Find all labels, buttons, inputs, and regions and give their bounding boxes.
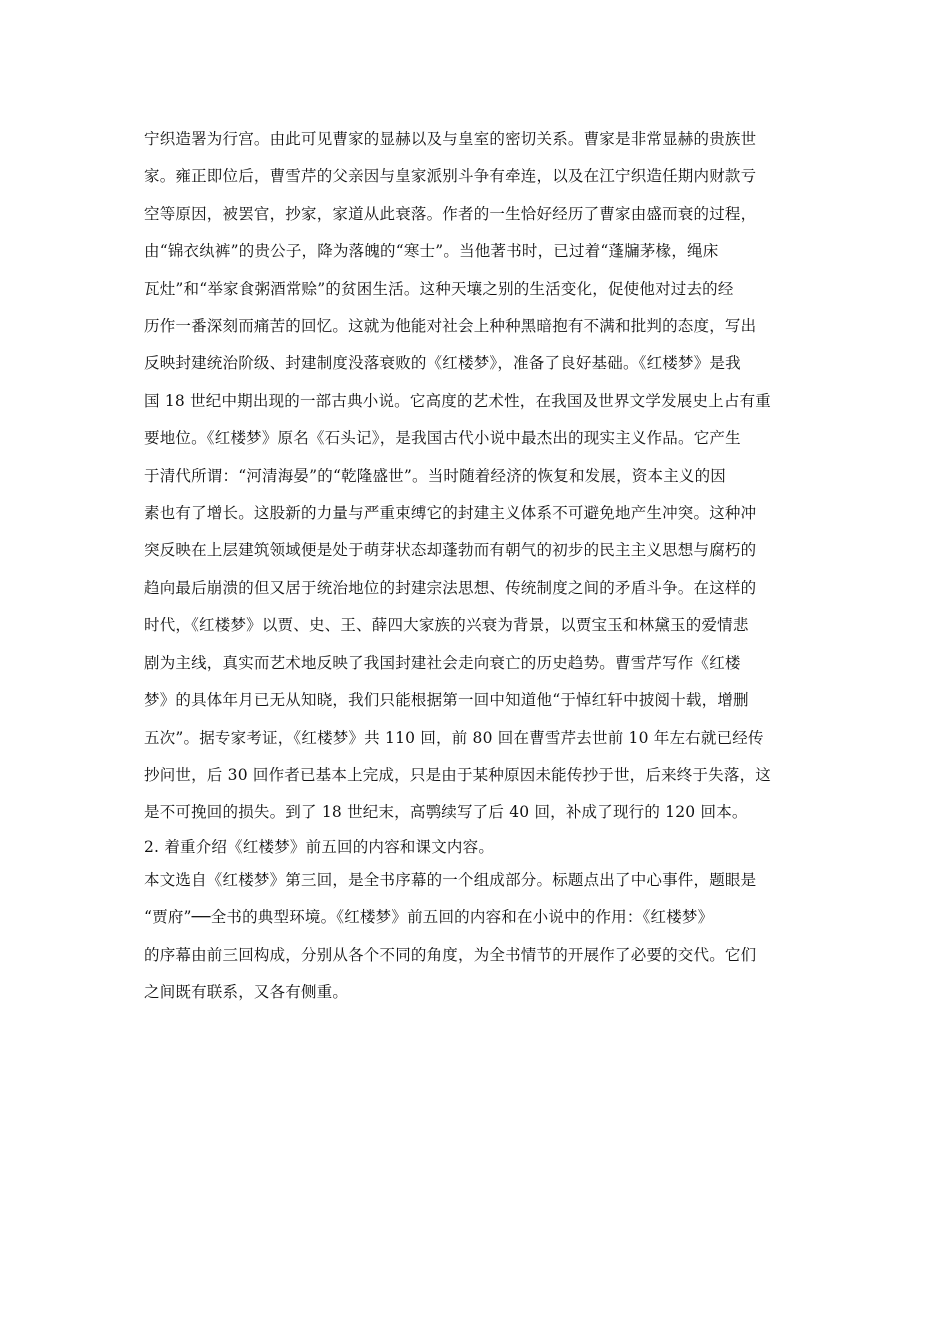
text-line: “贾府”──全书的典型环境。《红楼梦》前五回的内容和在小说中的作用：《红楼梦》	[144, 908, 714, 927]
text-line: 剧为主线，真实而艺术地反映了我国封建社会走向衰亡的历史趋势。曹雪芹写作《红楼	[144, 653, 741, 672]
document-body	[144, 121, 808, 1011]
text-line: 之间既有联系，又各有侧重。	[144, 982, 349, 1001]
section-heading	[144, 832, 808, 862]
text-line: 突反映在上层建筑领域便是处于萌芽状态却蓬勃而有朝气的初步的民主主义思想与腐朽的	[144, 541, 757, 560]
paragraph-author-background	[144, 121, 808, 832]
text-line: 宁织造署为行宫。由此可见曹家的显赫以及与皇室的密切关系。曹家是非常显赫的贵族世	[144, 130, 757, 148]
text-line: 历作一番深刻而痛苦的回忆。这就为他能对社会上种种黑暗抱有不满和批判的态度，写出	[144, 317, 757, 336]
text-line: 家。雍正即位后，曹雪芹的父亲因与皇家派别斗争有牵连，以及在江宁织造任期内财款亏	[144, 167, 757, 186]
text-line: 梦》的具体年月已无从知晓，我们只能根据第一回中知道他“于悼红轩中披阅十载，增删	[144, 691, 749, 710]
heading-text: 2. 着重介绍《红楼梦》前五回的内容和课文内容。	[144, 837, 495, 856]
text-line: 国 18 世纪中期出现的一部古典小说。它高度的艺术性，在我国及世界文学发展史上占有重	[144, 391, 771, 410]
text-line: 抄问世，后 30 回作者已基本上完成，只是由于某种原因未能传抄于世，后来终于失落，这	[144, 765, 771, 784]
text-line: 于清代所谓：“河清海晏”的“乾隆盛世”。当时随着经济的恢复和发展，资本主义的因	[144, 466, 726, 485]
text-line: 要地位。《红楼梦》原名《石头记》，是我国古代小说中最杰出的现实主义作品。它产生	[144, 429, 741, 448]
text-line: 空等原因，被罢官，抄家，家道从此衰落。作者的一生恰好经历了曹家由盛而衰的过程，	[144, 204, 757, 223]
text-line: 素也有了增长。这股新的力量与严重束缚它的封建主义体系不可避免地产生冲突。这种冲	[144, 504, 757, 523]
text-line: 本文选自《红楼梦》第三回，是全书序幕的一个组成部分。标题点出了中心事件，题眼是	[144, 870, 757, 889]
text-line: 由“锦衣纨裤”的贵公子，降为落魄的“寒士”。当他著书时，已过着“蓬牖茅椽，绳床	[144, 242, 719, 261]
text-line: 五次”。据专家考证，《红楼梦》共 110 回，前 80 回在曹雪芹去世前 10 年左右就已经传	[144, 728, 764, 747]
text-line: 反映封建统治阶级、封建制度没落衰败的《红楼梦》，准备了良好基础。《红楼梦》是我	[144, 354, 741, 373]
text-line: 的序幕由前三回构成，分别从各个不同的角度，为全书情节的开展作了必要的交代。它们	[144, 945, 757, 964]
text-line: 时代，《红楼梦》以贾、史、王、薛四大家族的兴衰为背景，以贾宝玉和林黛玉的爱情悲	[144, 616, 749, 635]
text-line: 瓦灶”和“举家食粥酒常赊”的贫困生活。这种天壤之别的生活变化，促使他对过去的经	[144, 279, 734, 298]
text-line: 趋向最后崩溃的但又居于统治地位的封建宗法思想、传统制度之间的矛盾斗争。在这样的	[144, 578, 757, 597]
paragraph-lesson-intro	[144, 862, 808, 1012]
text-line: 是不可挽回的损失。到了 18 世纪末，高鹗续写了后 40 回，补成了现行的 120 回本。	[144, 803, 748, 822]
